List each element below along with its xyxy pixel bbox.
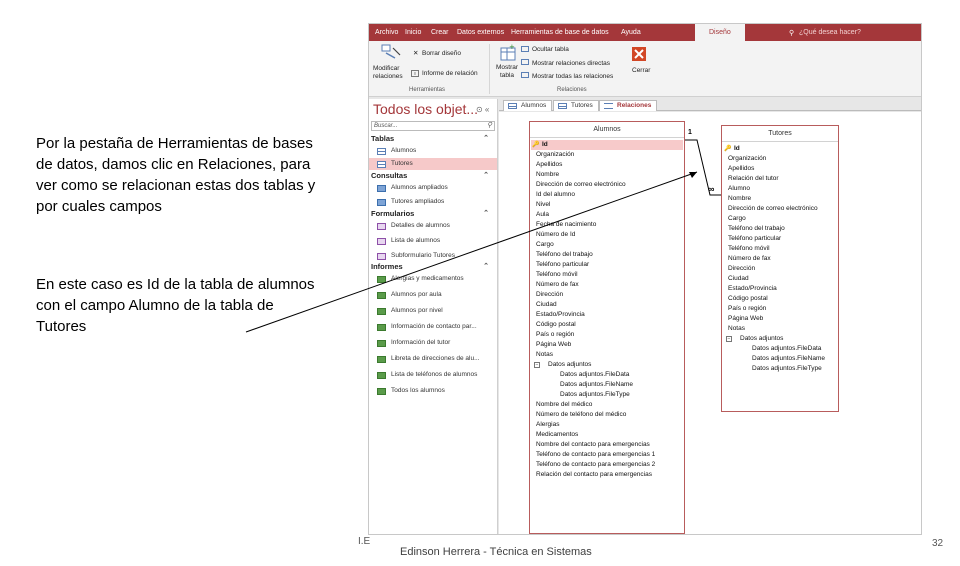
nav-pane-toggle-icon[interactable]: ⊙ « [476, 105, 490, 114]
nav-item-label: Todos los alumnos [391, 387, 445, 394]
tab-crear[interactable]: Crear [431, 29, 449, 36]
table-field[interactable]: Teléfono de contacto para emergencias 2 [536, 461, 656, 468]
nav-item-label: Detalles de alumnos [391, 222, 450, 229]
slide-footer: Edinson Herrera - Técnica en Sistemas [400, 546, 592, 558]
tab-datos-externos[interactable]: Datos externos [457, 29, 505, 36]
close-button[interactable]: Cerrar [632, 67, 651, 74]
table-field[interactable]: Relación del tutor [728, 175, 779, 182]
section-label: Informes [371, 262, 403, 271]
table-field[interactable]: Datos adjuntos.FileType [560, 391, 630, 398]
nav-item-label: Lista de teléfonos de alumnos [391, 371, 478, 378]
clear-layout-icon: ✕ [413, 50, 419, 57]
table-field[interactable]: Relación del contacto para emergencias [536, 471, 652, 478]
table-field[interactable]: Estado/Provincia [536, 311, 585, 318]
nav-item-label: Subformulario Tutores [391, 252, 455, 259]
table-field[interactable]: Número de teléfono del médico [536, 411, 627, 418]
table-field[interactable]: Organización [536, 151, 575, 158]
collapse-icon: ⌃ [483, 263, 489, 270]
table-field[interactable]: Nombre del médico [536, 401, 593, 408]
table-field[interactable]: Fecha de nacimiento [536, 221, 597, 228]
nav-item-label: Alergias y medicamentos [391, 275, 464, 282]
tell-me-input[interactable]: ¿Qué desea hacer? [799, 29, 861, 36]
table-field[interactable]: Dirección de correo electrónico [536, 181, 626, 188]
collapse-icon[interactable]: − [727, 336, 731, 342]
table-field[interactable]: Alergias [536, 421, 560, 428]
table-field[interactable]: Datos adjuntos.FileType [752, 365, 822, 372]
table-title: Tutores [722, 126, 838, 142]
collapse-icon[interactable]: − [535, 362, 539, 368]
tab-herramientas-bd[interactable]: Herramientas de base de datos [511, 29, 609, 36]
slide-paragraph-1: Por la pestaña de Herramientas de bases de datos, damos clic en Relaciones, para ver como se relacionan estas dos tablas y por cuales campos [36, 135, 316, 215]
tools-group-label: Herramientas [409, 87, 446, 93]
table-field[interactable]: Datos adjuntos.FileName [560, 381, 633, 388]
table-field[interactable]: Teléfono móvil [536, 271, 578, 278]
key-icon: 🔑 [724, 146, 732, 152]
tab-ayuda[interactable]: Ayuda [621, 29, 641, 36]
doc-tab-label: Relaciones [617, 102, 652, 109]
nav-item-label: Alumnos por aula [391, 291, 442, 298]
tab-inicio[interactable]: Inicio [405, 29, 422, 36]
table-field[interactable]: Dirección [536, 291, 564, 298]
nav-item-label: Información de contacto par... [391, 323, 477, 330]
table-field[interactable]: Estado/Provincia [728, 285, 777, 292]
table-field[interactable]: Nombre [536, 171, 560, 178]
doc-tab-label: Tutores [571, 102, 593, 109]
direct-relations-button[interactable]: Mostrar relaciones directas [532, 60, 611, 67]
nav-item-label: Tutores ampliados [391, 198, 445, 205]
relationship-report-button[interactable]: Informe de relación [422, 70, 478, 77]
report-icon: ≡ [411, 70, 419, 77]
nav-pane-title[interactable]: Todos los objet... [373, 101, 479, 117]
table-field[interactable]: Número de fax [728, 255, 771, 262]
table-field[interactable]: Notas [728, 325, 745, 332]
tab-diseno[interactable]: Diseño [695, 24, 745, 41]
table-field[interactable]: Teléfono de contacto para emergencias 1 [536, 451, 656, 458]
table-field[interactable]: Medicamentos [536, 431, 579, 438]
show-table-button[interactable]: Mostrar tabla [495, 64, 519, 79]
section-label: Tablas [371, 134, 395, 143]
tell-me-icon: ⚲ [789, 30, 795, 37]
slide-paragraph-2: En este caso es Id de la tabla de alumnos con el campo Alumno de la tabla de Tutores [36, 276, 315, 335]
table-field[interactable]: Teléfono móvil [728, 245, 770, 252]
nav-item-label: Alumnos [391, 147, 417, 154]
nav-item-label: Alumnos por nivel [391, 307, 443, 314]
primary-key-field[interactable]: Id [734, 145, 740, 152]
nav-item-label: Tutores [391, 160, 413, 167]
table-field[interactable]: Apellidos [728, 165, 755, 172]
table-field[interactable]: Alumno [728, 185, 751, 192]
table-field[interactable]: Nombre del contacto para emergencias [536, 441, 650, 448]
table-field[interactable]: Apellidos [536, 161, 563, 168]
table-field[interactable]: Teléfono particular [728, 235, 782, 242]
table-field[interactable]: Dirección [728, 265, 756, 272]
table-field[interactable]: Datos adjuntos.FileName [752, 355, 825, 362]
relations-group-label: Relaciones [557, 87, 587, 93]
section-label: Consultas [371, 171, 408, 180]
table-field[interactable]: Teléfono particular [536, 261, 590, 268]
clear-layout-button[interactable]: Borrar diseño [422, 50, 462, 57]
section-label: Formularios [371, 209, 415, 218]
nav-item-label: Información del tutor [391, 339, 451, 346]
table-field[interactable]: Dirección de correo electrónico [728, 205, 818, 212]
corner-text: I.E [358, 536, 371, 547]
table-field[interactable]: Página Web [728, 315, 764, 322]
collapse-icon: ⌃ [483, 210, 489, 217]
table-field[interactable]: Organización [728, 155, 767, 162]
table-field[interactable]: Nivel [536, 201, 551, 208]
table-field[interactable]: Datos adjuntos.FileData [560, 371, 630, 378]
table-field[interactable]: Ciudad [536, 301, 557, 308]
primary-key-field[interactable]: Id [542, 141, 548, 148]
table-field[interactable]: País o región [728, 305, 767, 312]
page-number: 32 [932, 538, 944, 549]
table-field[interactable]: Cargo [728, 215, 746, 222]
hide-table-button[interactable]: Ocultar tabla [532, 46, 569, 53]
table-field[interactable]: Datos adjuntos [548, 361, 592, 368]
svg-text:+: + [509, 44, 515, 51]
table-field[interactable]: Datos adjuntos.FileData [752, 345, 822, 352]
search-icon: ⚲ [486, 122, 492, 129]
nav-item-label: Lista de alumnos [391, 237, 441, 244]
table-title: Alumnos [530, 122, 684, 138]
tab-archivo[interactable]: Archivo [375, 29, 399, 36]
table-field[interactable]: Ciudad [728, 275, 749, 282]
table-field[interactable]: Página Web [536, 341, 572, 348]
table-field[interactable]: Número de fax [536, 281, 579, 288]
doc-tab-label: Alumnos [521, 102, 547, 109]
collapse-icon: ⌃ [483, 172, 489, 179]
one-side-marker: 1 [688, 129, 692, 136]
table-field[interactable]: País o región [536, 331, 575, 338]
nav-item-label: Libreta de direcciones de alu... [391, 355, 480, 362]
table-field[interactable]: Notas [536, 351, 553, 358]
table-field[interactable]: Datos adjuntos [740, 335, 784, 342]
nav-search-placeholder: Buscar... [374, 123, 398, 129]
table-field[interactable]: Código postal [728, 295, 768, 302]
table-field[interactable]: Nombre [728, 195, 752, 202]
table-field[interactable]: Teléfono del trabajo [536, 251, 593, 258]
table-field[interactable]: Aula [536, 211, 550, 218]
table-field[interactable]: Id del alumno [536, 191, 576, 198]
table-field[interactable]: Teléfono del trabajo [728, 225, 785, 232]
table-field[interactable]: Código postal [536, 321, 576, 328]
modify-relations-button[interactable]: Modificar relaciones [373, 65, 403, 80]
key-icon: 🔑 [532, 142, 540, 148]
table-field[interactable]: Cargo [536, 241, 554, 248]
nav-item-label: Alumnos ampliados [391, 184, 448, 191]
collapse-icon: ⌃ [483, 135, 489, 142]
table-field[interactable]: Número de Id [536, 231, 576, 238]
many-side-marker: ∞ [708, 184, 715, 194]
all-relations-button[interactable]: Mostrar todas las relaciones [532, 73, 614, 80]
